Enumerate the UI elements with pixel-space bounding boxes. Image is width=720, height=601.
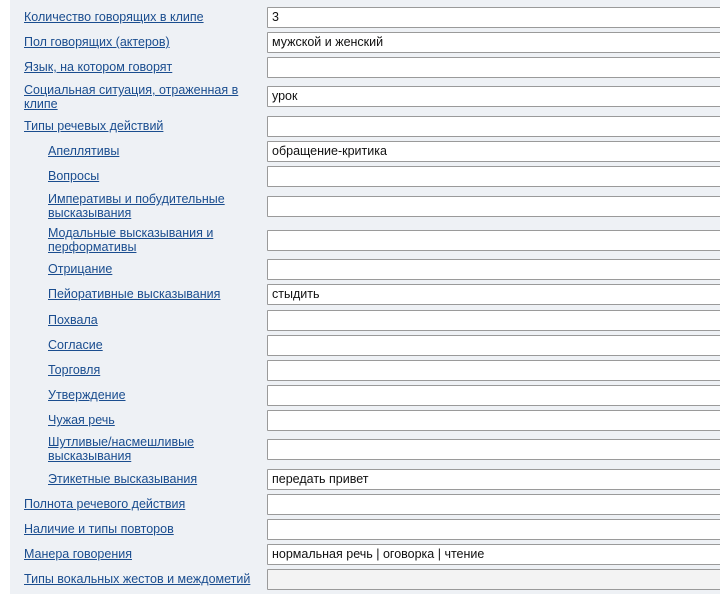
completeness-field[interactable] (267, 494, 720, 515)
label-trade[interactable]: Торговля (48, 363, 101, 377)
label-speech-manner[interactable]: Манера говорения (24, 547, 132, 561)
speech-manner-field[interactable]: нормальная речь | оговорка | чтение (267, 544, 720, 565)
negation-field[interactable] (267, 259, 720, 280)
language-field[interactable] (267, 57, 720, 78)
statement-field[interactable] (267, 385, 720, 406)
appellatives-field[interactable]: обращение-критика (267, 141, 720, 162)
agreement-field[interactable] (267, 335, 720, 356)
label-social-situation[interactable]: Социальная ситуация, отраженная в клипе (24, 83, 239, 111)
speech-act-types-field[interactable] (267, 116, 720, 137)
label-completeness[interactable]: Полнота речевого действия (24, 497, 186, 511)
label-etiquette[interactable]: Этикетные высказывания (48, 472, 198, 486)
label-speakers-gender[interactable]: Пол говорящих (актеров) (24, 35, 170, 49)
speakers-count-field[interactable]: 3 (267, 7, 720, 28)
label-pejorative[interactable]: Пейоративные высказывания (48, 287, 221, 301)
label-reported-speech[interactable]: Чужая речь (48, 413, 115, 427)
label-appellatives[interactable]: Апеллятивы (48, 144, 120, 158)
label-questions[interactable]: Вопросы (48, 169, 100, 183)
label-speakers-count[interactable]: Количество говорящих в клипе (24, 10, 204, 24)
reported-speech-field[interactable] (267, 410, 720, 431)
joking-field[interactable] (267, 439, 720, 460)
label-repetitions[interactable]: Наличие и типы повторов (24, 522, 174, 536)
questions-field[interactable] (267, 166, 720, 187)
label-joking[interactable]: Шутливые/насмешливые высказывания (48, 435, 195, 463)
label-language[interactable]: Язык, на котором говорят (24, 60, 173, 74)
social-situation-field[interactable]: урок (267, 86, 720, 107)
trade-field[interactable] (267, 360, 720, 381)
modal-field[interactable] (267, 230, 720, 251)
imperatives-field[interactable] (267, 196, 720, 217)
etiquette-field[interactable]: передать привет (267, 469, 720, 490)
pejorative-field[interactable]: стыдить (267, 284, 720, 305)
metadata-form (10, 0, 720, 594)
praise-field[interactable] (267, 310, 720, 331)
label-agreement[interactable]: Согласие (48, 338, 103, 352)
label-negation[interactable]: Отрицание (48, 262, 113, 276)
label-praise[interactable]: Похвала (48, 313, 98, 327)
repetitions-field[interactable] (267, 519, 720, 540)
label-vocal-gestures[interactable]: Типы вокальных жестов и междометий (24, 572, 251, 586)
vocal-gestures-field[interactable] (267, 569, 720, 590)
label-statement[interactable]: Утверждение (48, 388, 126, 402)
speakers-gender-field[interactable]: мужской и женский (267, 32, 720, 53)
label-imperatives[interactable]: Императивы и побудительные высказывания (48, 192, 225, 220)
label-speech-act-types[interactable]: Типы речевых действий (24, 119, 164, 133)
label-modal[interactable]: Модальные высказывания и перформативы (48, 226, 214, 254)
